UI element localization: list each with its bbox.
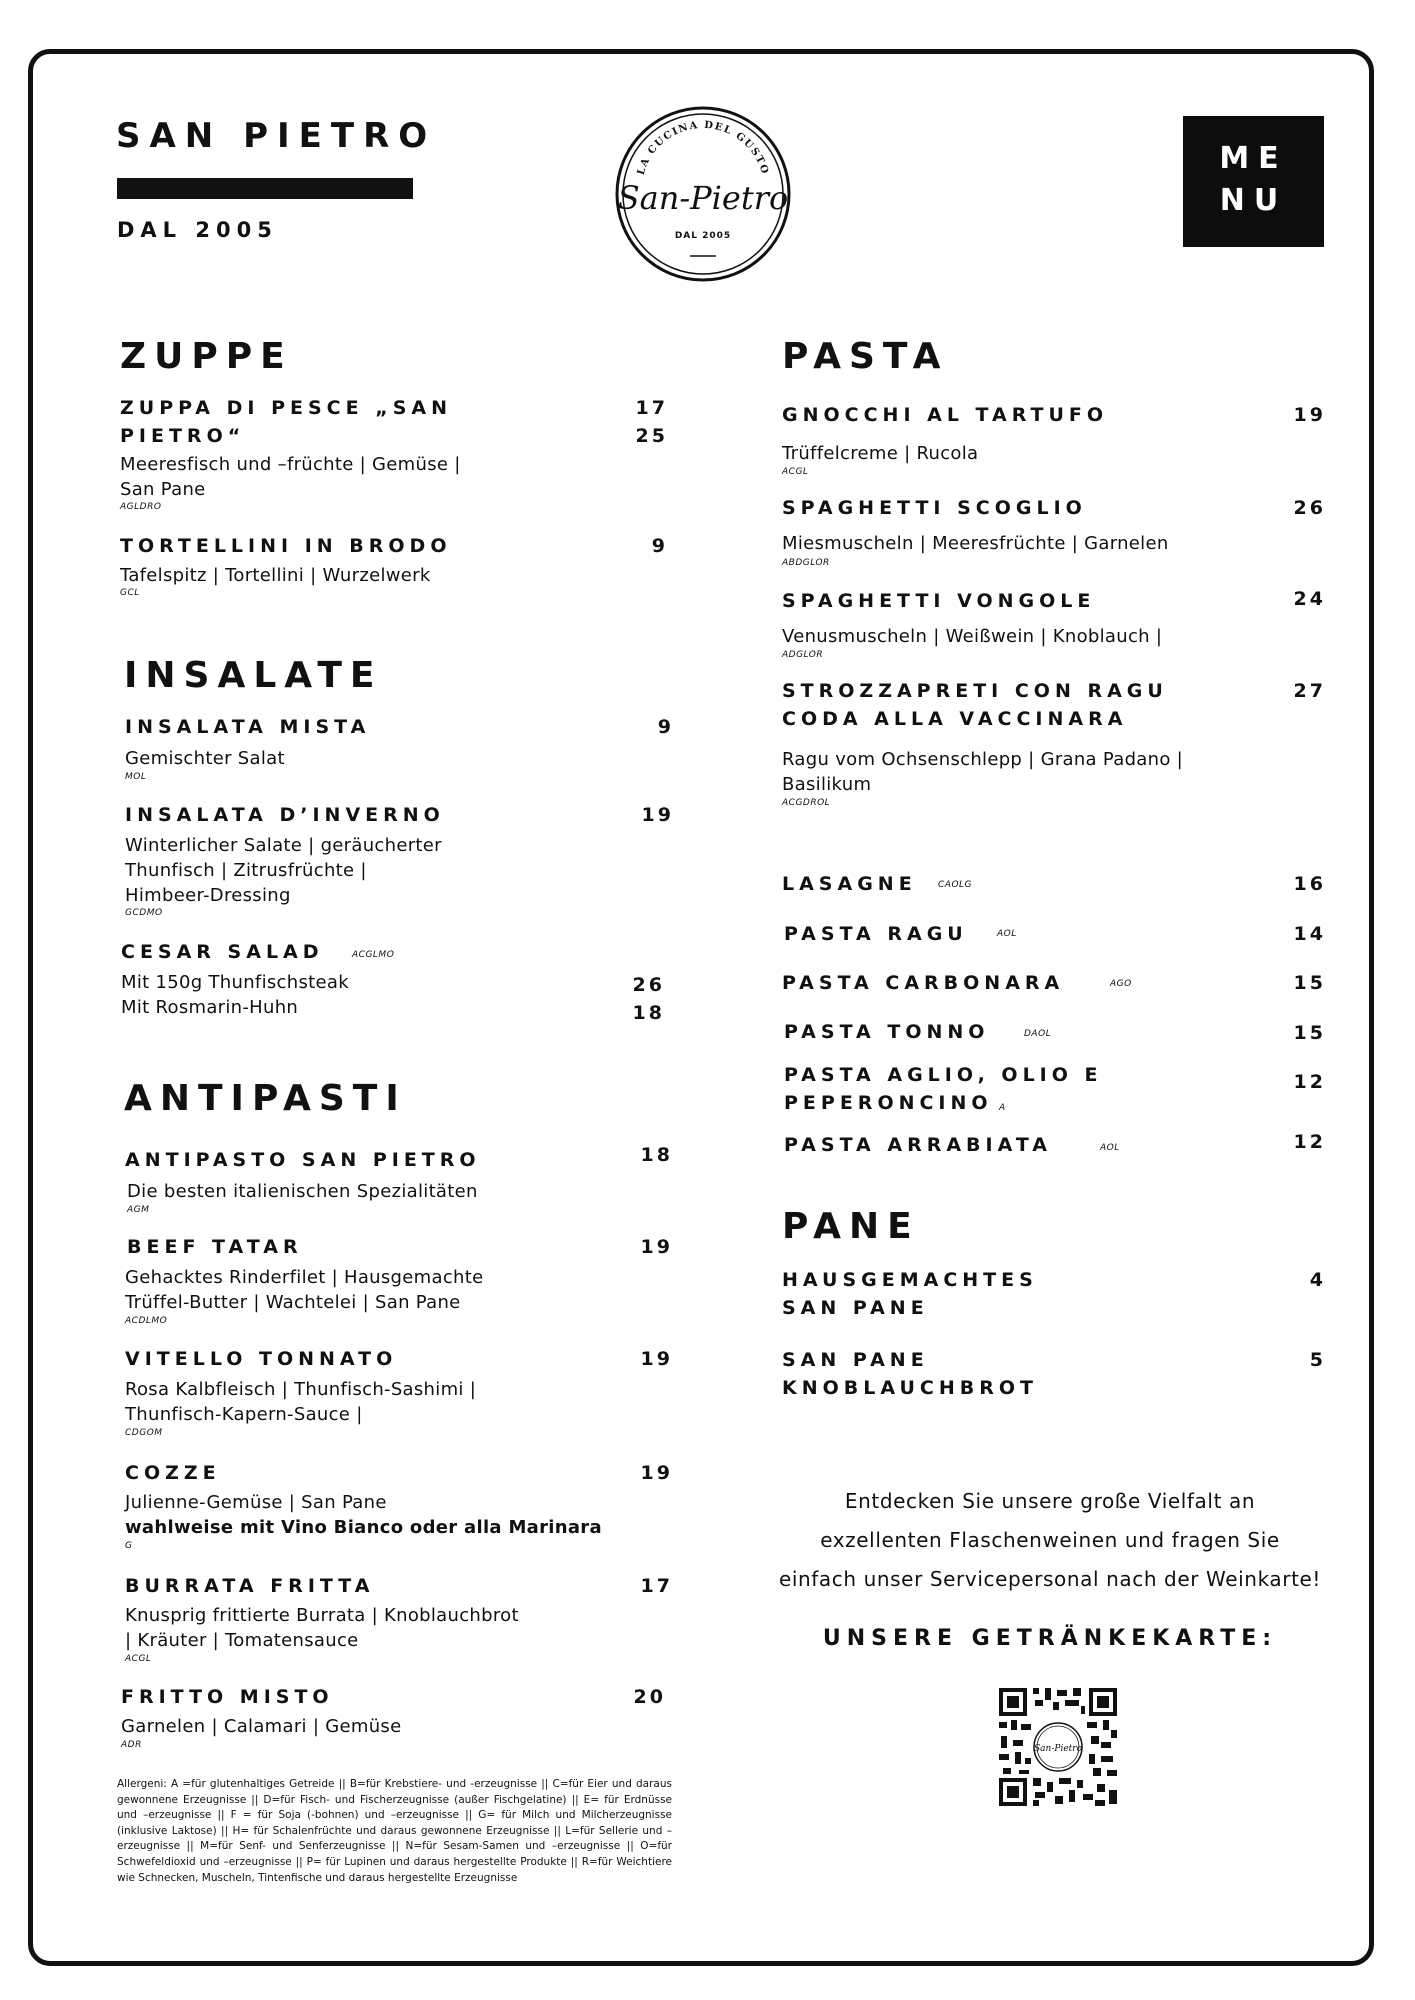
item-name: PASTA ARRABIATA — [784, 1134, 1053, 1156]
menu-label-line2: NU — [1219, 183, 1288, 218]
qr-logo-text: San-Pietro — [1034, 1744, 1082, 1754]
item-name: BEEF TATAR — [127, 1236, 303, 1258]
menu-label-line1: ME — [1219, 141, 1288, 176]
item-description: Garnelen | Calamari | Gemüse — [121, 1716, 402, 1737]
item-price: 17 — [640, 1575, 673, 1597]
item-name: ZUPPA DI PESCE „SAN PIETRO“ — [120, 397, 452, 447]
item-name: GNOCCHI AL TARTUFO — [782, 404, 1109, 426]
allergen-codes: ADR — [121, 1740, 142, 1750]
item-description: Julienne-Gemüse | San Pane wahlweise mit Vino Bianco oder alla Marinara — [125, 1492, 602, 1538]
allergen-codes: ACGDROL — [782, 798, 831, 808]
wine-note: Entdecken Sie unsere große Vielfalt an exzellenten Flaschenweinen und fragen Sie einfach unser Servicepersonal nach der Weinkarte! — [778, 1489, 1322, 1591]
item-name: VITELLO TONNATO — [125, 1348, 398, 1370]
allergen-codes: ACGL — [782, 467, 809, 477]
item-description: Meeresfisch und –früchte | Gemüse | San Pane — [120, 454, 461, 500]
section-title-zuppe: ZUPPE — [120, 336, 293, 377]
item-price: 20 — [633, 1686, 666, 1708]
allergen-codes: ACGL — [125, 1654, 152, 1664]
allergen-codes: AGLDRO — [120, 502, 162, 512]
allergen-codes: DAOL — [1024, 1029, 1052, 1039]
item-name: FRITTO MISTO — [121, 1686, 334, 1708]
item-name: LASAGNE — [782, 873, 917, 895]
allergen-codes: ACDLMO — [125, 1316, 168, 1326]
item-price: 19 — [641, 804, 674, 826]
item-description: Miesmuscheln | Meeresfrüchte | Garnelen — [782, 533, 1169, 554]
item-name: PASTA AGLIO, OLIO E PEPERONCINO — [784, 1064, 1103, 1114]
allergen-codes: AGO — [1110, 979, 1132, 989]
item-price: 19 — [1293, 404, 1326, 426]
allergen-codes: ACGLMO — [352, 950, 395, 960]
item-price: 14 — [1293, 923, 1326, 945]
title-underline-bar — [117, 178, 413, 199]
allergen-codes: AGM — [127, 1205, 150, 1215]
section-title-pasta: PASTA — [782, 336, 949, 377]
restaurant-name: SAN PIETRO — [116, 116, 437, 156]
item-description: Trüffelcreme | Rucola — [782, 443, 979, 464]
item-price: 18 — [640, 1144, 673, 1166]
item-name: PASTA RAGU — [784, 923, 968, 945]
item-price: 17 25 — [635, 397, 668, 447]
since-year: DAL 2005 — [117, 218, 278, 242]
san-pietro-logo — [612, 103, 794, 285]
menu-label-box — [1183, 116, 1324, 247]
item-price: 9 — [651, 535, 668, 557]
allergen-codes: AOL — [997, 929, 1017, 939]
allergen-legend: Allergeni: A =für glutenhaltiges Getreide || B=für Krebstiere- und -erzeugnisse || C=für Eier und daraus gewonnene Erzeugnisse || D=für Fisch- und Fischerzeugnisse (außer Fischgelatine) || E= für Erdnüsse und –erzeugnisse || F = für Soja (-bohnen) und –erzeugnisse || G= für Milch und Milcherzeugnisse (inklusive Laktose) || H= für Schalenfrüchte und daraus gewonnene Erzeugnisse || L=für Sellerie und –erzeugnisse || M=für Senf- und Senferzeugnisse || N=für Sesam-Samen und –erzeugnisse || O=für Schwefeldioxid und –erzeugnisse || P= für Lupinen und daraus hergestellte Produkte || R=für Weichtiere wie Schnecken, Muscheln, Tintenfische und daraus hergestellte Erzeugnisse — [117, 1778, 672, 1884]
item-price: 9 — [657, 716, 674, 738]
item-description: Ragu vom Ochsenschlepp | Grana Padano | Basilikum — [782, 749, 1184, 795]
allergen-codes: ADGLOR — [782, 650, 824, 660]
item-price: 4 — [1309, 1269, 1326, 1291]
item-price: 15 — [1293, 1022, 1326, 1044]
allergen-codes: AOL — [1100, 1143, 1120, 1153]
item-name: COZZE — [125, 1462, 221, 1484]
item-name: SAN PANE KNOBLAUCHBROT — [782, 1349, 1038, 1399]
allergen-codes: MOL — [125, 772, 147, 782]
item-name: BURRATA FRITTA — [125, 1575, 375, 1597]
item-price: 19 — [640, 1462, 673, 1484]
drinks-menu-heading: UNSERE GETRÄNKEKARTE: — [822, 1626, 1278, 1651]
allergen-codes: CDGOM — [125, 1428, 163, 1438]
allergen-codes: GCL — [120, 588, 140, 598]
svg-text:LA CUCINA DEL GUSTO — [636, 120, 771, 177]
item-price: 15 — [1293, 972, 1326, 994]
allergen-codes: ABDGLOR — [782, 558, 830, 568]
item-description: Knusprig frittierte Burrata | Knoblauchbrot | Kräuter | Tomatensauce — [125, 1605, 519, 1651]
item-name: PASTA CARBONARA — [782, 972, 1065, 994]
item-price: 12 — [1293, 1131, 1326, 1153]
item-name: ANTIPASTO SAN PIETRO — [125, 1149, 481, 1171]
item-name: HAUSGEMACHTES SAN PANE — [782, 1269, 1038, 1319]
item-price: 24 — [1293, 588, 1326, 610]
item-price: 12 — [1293, 1071, 1326, 1093]
item-description: Winterlicher Salate | geräucherter Thunfisch | Zitrusfrüchte | Himbeer-Dressing — [125, 835, 442, 906]
section-title-antipasti: ANTIPASTI — [124, 1078, 407, 1119]
item-name: CESAR SALAD — [121, 941, 324, 963]
logo-arc-text: LA CUCINA DEL GUSTO — [635, 119, 771, 177]
item-name: INSALATA D’INVERNO — [125, 804, 445, 826]
item-price: 27 — [1293, 680, 1326, 702]
section-title-insalate: INSALATE — [124, 655, 383, 696]
item-price: 19 — [640, 1348, 673, 1370]
item-description: Gehacktes Rinderfilet | Hausgemachte Trüffel-Butter | Wachtelei | San Pane — [125, 1267, 484, 1313]
logo-script-name: San-Pietro — [617, 179, 789, 217]
item-description: Gemischter Salat — [125, 748, 285, 769]
section-title-pane: PANE — [782, 1206, 920, 1247]
item-description: Tafelspitz | Tortellini | Wurzelwerk — [120, 565, 431, 586]
item-description: Rosa Kalbfleisch | Thunfisch-Sashimi | Thunfisch-Kapern-Sauce | — [125, 1379, 477, 1425]
item-name: INSALATA MISTA — [125, 716, 371, 738]
logo-year: DAL 2005 — [674, 231, 732, 241]
item-price: 26 18 — [632, 974, 665, 1024]
drinks-qr-code[interactable] — [997, 1686, 1119, 1808]
allergen-codes: G — [125, 1541, 133, 1551]
item-description: Die besten italienischen Spezialitäten — [127, 1181, 478, 1202]
item-price: 5 — [1309, 1349, 1326, 1371]
allergen-codes: A — [999, 1103, 1006, 1113]
item-price: 26 — [1293, 497, 1326, 519]
item-price: 16 — [1293, 873, 1326, 895]
item-name: STROZZAPRETI CON RAGU CODA ALLA VACCINARA — [782, 680, 1168, 730]
item-price: 19 — [640, 1236, 673, 1258]
item-description: Venusmuscheln | Weißwein | Knoblauch | — [782, 626, 1163, 647]
item-name: TORTELLINI IN BRODO — [120, 535, 452, 557]
item-name: SPAGHETTI SCOGLIO — [782, 497, 1087, 519]
allergen-codes: CAOLG — [938, 880, 973, 890]
item-name: PASTA TONNO — [784, 1021, 990, 1043]
item-description: Mit 150g Thunfischsteak Mit Rosmarin-Huhn — [121, 972, 349, 1018]
allergen-codes: GCDMO — [125, 908, 163, 918]
item-name: SPAGHETTI VONGOLE — [782, 590, 1096, 612]
